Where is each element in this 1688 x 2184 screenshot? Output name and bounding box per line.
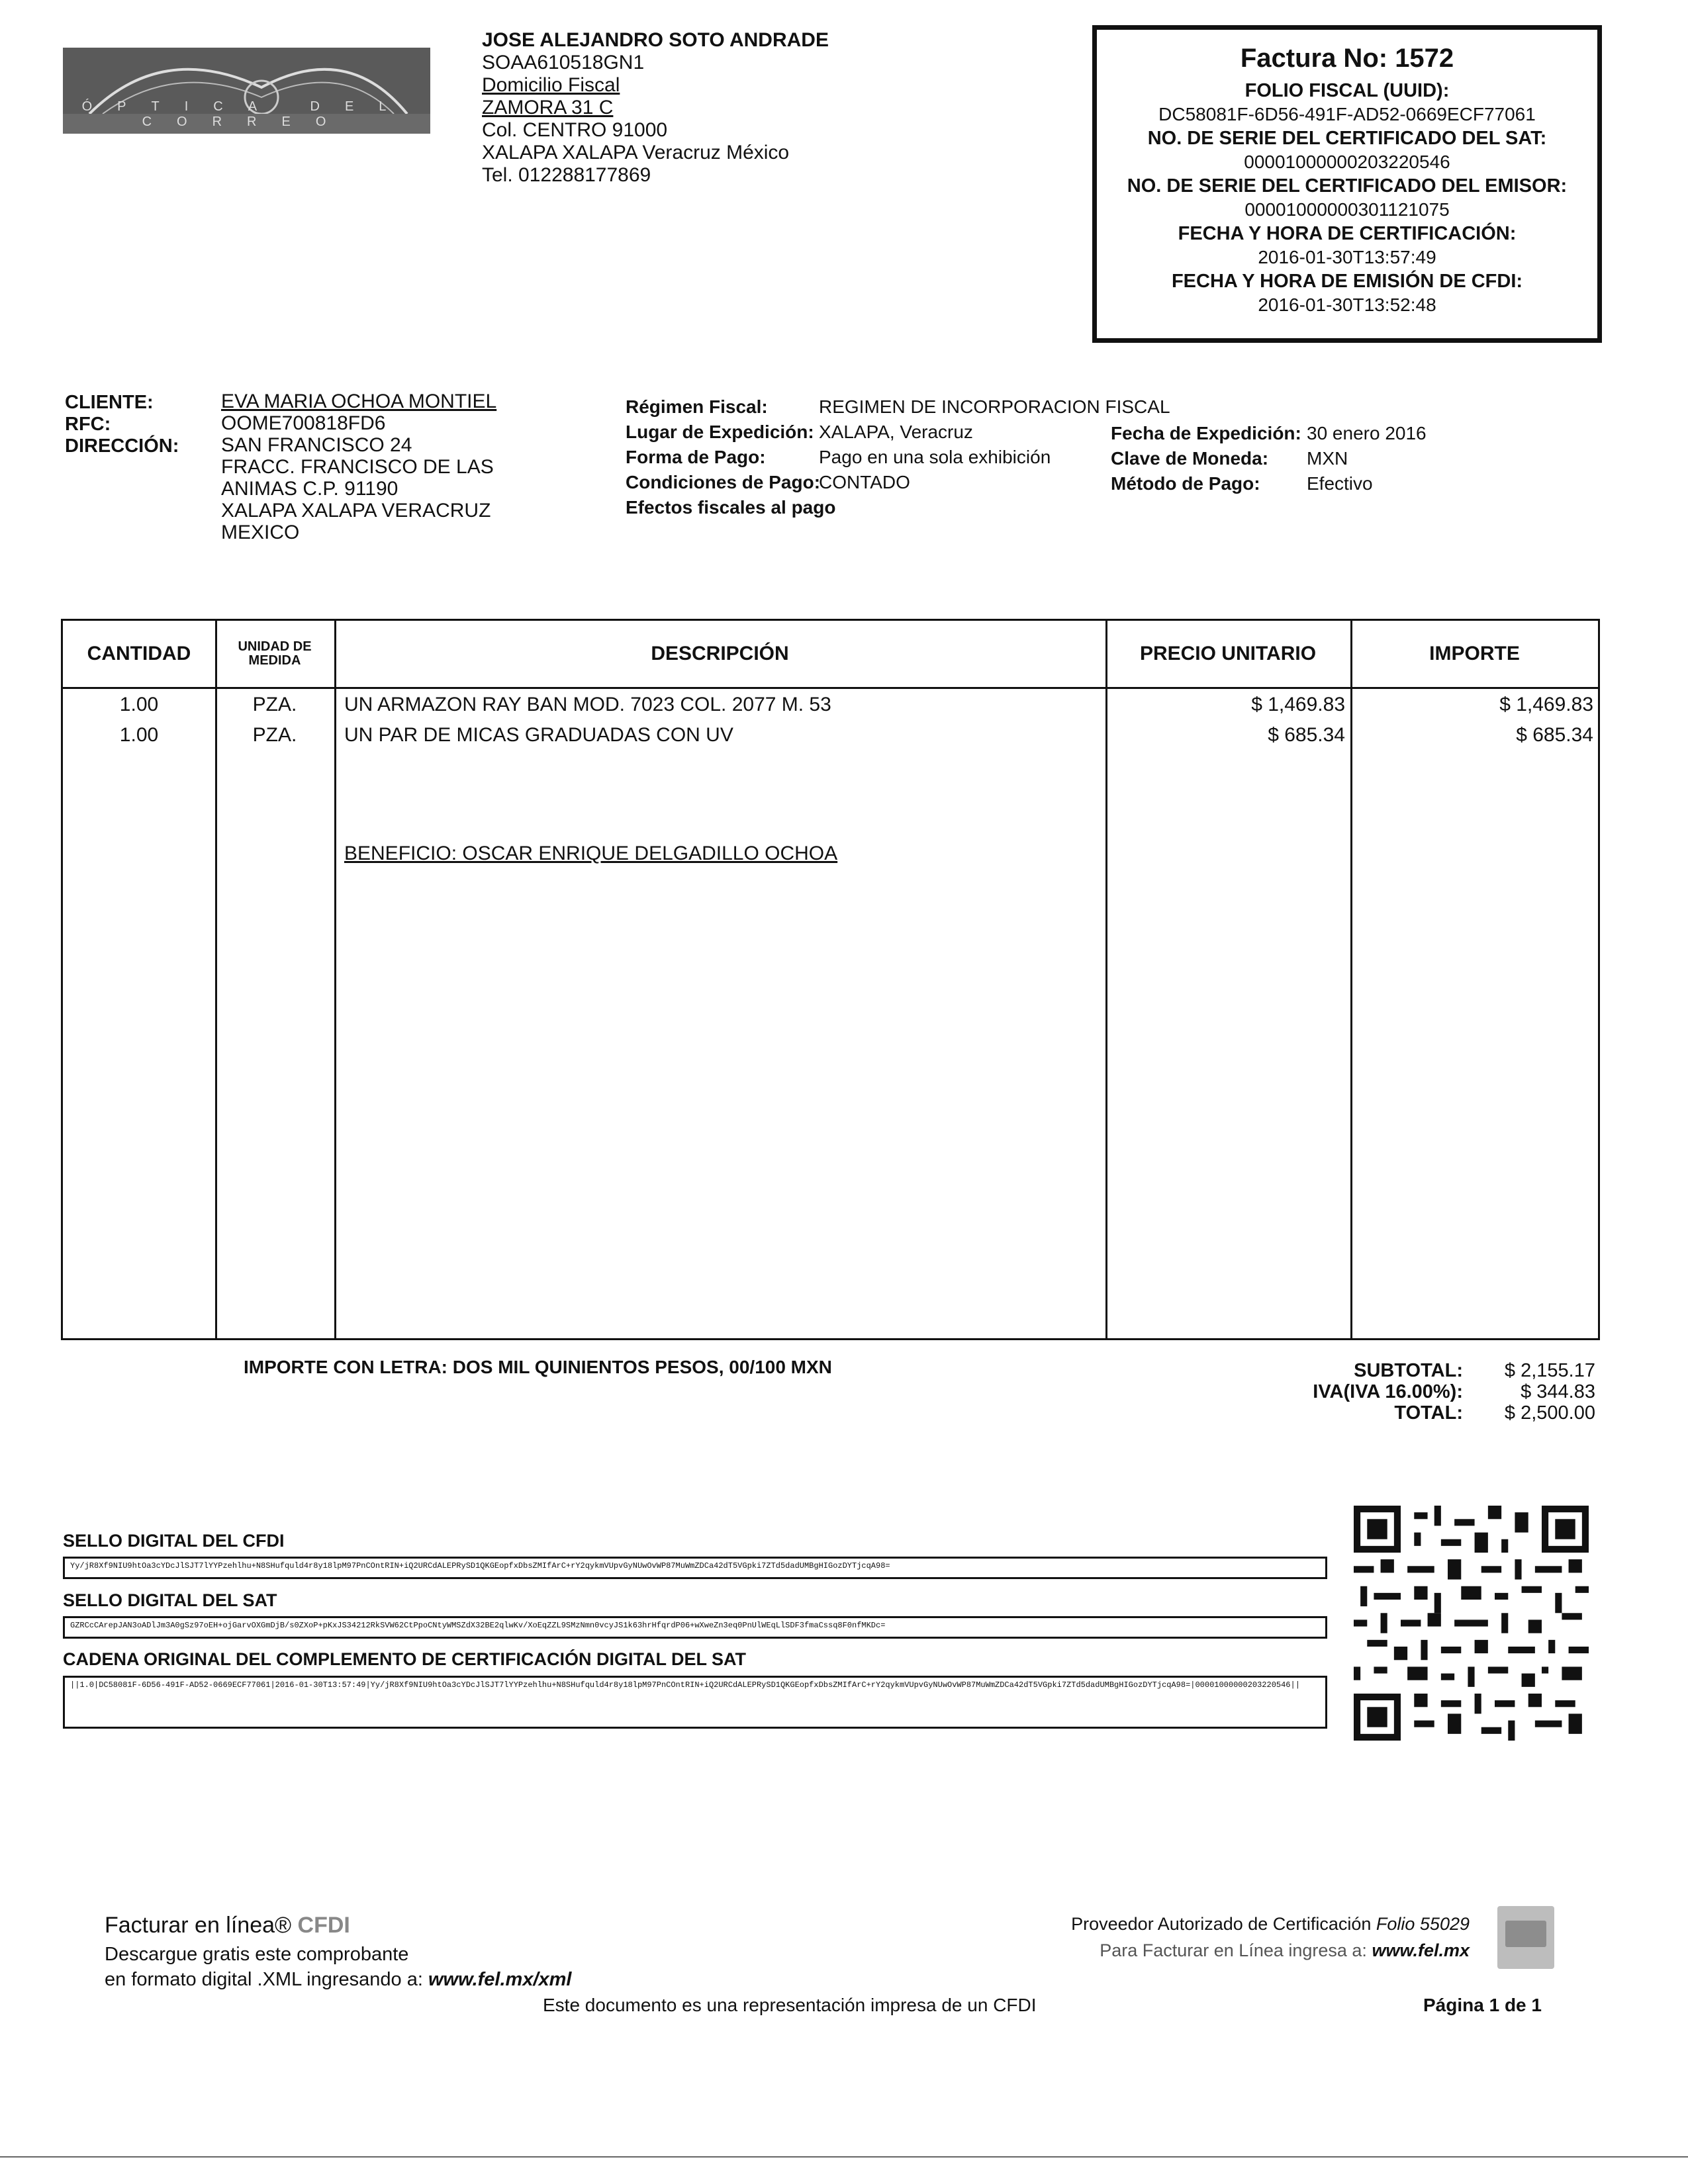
footer-brand xyxy=(105,1913,350,1938)
row-cantidad: 1.00 xyxy=(119,694,159,715)
subtotal-value: $ 2,155.17 xyxy=(1504,1360,1595,1381)
sello-cfdi-label: SELLO DIGITAL DEL CFDI xyxy=(63,1531,285,1551)
iva-value: $ 344.83 xyxy=(1521,1381,1595,1402)
sello-sat-label: SELLO DIGITAL DEL SAT xyxy=(63,1590,277,1610)
footer-xml-link[interactable]: www.fel.mx/xml xyxy=(428,1969,572,1990)
page-number: Página 1 de 1 xyxy=(1423,1995,1542,2015)
issuer-phone: Tel. 012288177869 xyxy=(482,164,651,186)
facturar-link[interactable]: www.fel.mx xyxy=(1372,1940,1470,1960)
issuer-name: JOSE ALEJANDRO SOTO ANDRADE xyxy=(482,29,829,51)
client-addr-3: ANIMAS C.P. 91190 xyxy=(221,478,399,500)
serie-emisor-value: 00001000000301121075 xyxy=(1244,199,1450,220)
forma-label: Forma de Pago: xyxy=(626,447,766,467)
optica-logo xyxy=(63,48,430,134)
beneficio-note: BENEFICIO: OSCAR ENRIQUE DELGADILLO OCHOA xyxy=(344,842,838,864)
totals-values xyxy=(1483,1360,1595,1424)
regimen-value: REGIMEN DE INCORPORACION FISCAL xyxy=(819,396,1170,417)
sello-sat-value: GZRCcCArepJAN3oADlJm3A0gSz97oEH+ojGarvOXGmDjB/s0ZXoP+pKxJS34212RkSVW62CtPpoCNtyWMSZdX32BE2qlwKv/XoEqZZL9SMzNmn0vcyJS1k63hrHfqrdP06+wXweZn3eq0PnUlWEqLlSDF3fmaCssq8F0nfMKDc= xyxy=(63,1616,1327,1639)
cadena-label: CADENA ORIGINAL DEL COMPLEMENTO DE CERTIFICACIÓN DIGITAL DEL SAT xyxy=(63,1649,747,1669)
forma-value: Pago en una sola exhibición xyxy=(819,447,1051,467)
serie-sat-value: 00001000000203220546 xyxy=(1244,152,1450,172)
rfc-label: RFC: xyxy=(65,414,111,435)
iva-label: IVA(IVA 16.00%): xyxy=(1313,1381,1463,1402)
logo-wordmark: ÓPTICA DEL CORREO xyxy=(81,99,412,129)
fecha-value: 30 enero 2016 xyxy=(1307,423,1427,443)
issuer-rfc: SOAA610518GN1 xyxy=(482,52,645,73)
condiciones-value: CONTADO xyxy=(819,472,910,492)
issuer-city: XALAPA XALAPA Veracruz México xyxy=(482,142,790,163)
efectos-note: Efectos fiscales al pago xyxy=(626,497,836,518)
certificacion-value: 2016-01-30T13:57:49 xyxy=(1258,247,1436,267)
representacion-note: Este documento es una representación impresa de un CFDI xyxy=(543,1995,1037,2015)
condiciones-label: Condiciones de Pago: xyxy=(626,472,821,492)
lugar-value: XALAPA, Veracruz xyxy=(819,422,973,442)
serie-sat-label: NO. DE SERIE DEL CERTIFICADO DEL SAT: xyxy=(1147,128,1547,149)
header-unidad-line2: MEDIDA xyxy=(248,653,301,668)
bottom-rule xyxy=(0,2156,1688,2158)
footer-line-2: en formato digital .XML ingresando a: xyxy=(105,1969,423,1990)
row-descripcion: UN PAR DE MICAS GRADUADAS CON UV xyxy=(344,724,733,746)
cliente-label: CLIENTE: xyxy=(65,392,154,413)
fiscal-details-right xyxy=(1111,421,1427,496)
client-addr-1: SAN FRANCISCO 24 xyxy=(221,434,412,456)
total-label: TOTAL: xyxy=(1394,1402,1463,1424)
client-labels xyxy=(65,392,179,457)
invoice-header-box xyxy=(1092,25,1602,343)
row-importe: $ 1,469.83 xyxy=(1499,694,1593,715)
qr-code xyxy=(1354,1506,1589,1741)
header-descripcion: DESCRIPCIÓN xyxy=(651,643,789,664)
header-unidad-line1: UNIDAD DE xyxy=(238,639,312,654)
certificacion-label: FECHA Y HORA DE CERTIFICACIÓN: xyxy=(1178,223,1517,244)
footer-download-note xyxy=(105,1942,571,1992)
fiscal-details xyxy=(626,394,1170,520)
invoice-number: Factura No: 1572 xyxy=(1240,44,1454,73)
client-addr-4: XALAPA XALAPA VERACRUZ xyxy=(221,500,491,522)
row-unidad: PZA. xyxy=(252,694,297,715)
issuer-colonia: Col. CENTRO 91000 xyxy=(482,119,668,141)
cadena-value: ||1.0|DC58081F-6D56-491F-AD52-0669ECF77061|2016-01-30T13:57:49|Yy/jR8Xf9NIU9htOa3cYDcJlSJT7lYYPzehlhu+N8SHufquld4r8y18lpM97PnCOntRIN+iQ2URCdALEPRySD1QKGEopfxDbsZMIfArC+rY2qykmVUpvGyNUwOvWP87MuWmZDCa42dT5VGpki7ZTd5dadUMBgHIGozDYTjcqA98=|00001000000203220546|| xyxy=(63,1676,1327,1729)
serie-emisor-label: NO. DE SERIE DEL CERTIFICADO DEL EMISOR: xyxy=(1127,175,1568,197)
issuer-domicilio-label: Domicilio Fiscal xyxy=(482,74,620,96)
proveedor-folio: Folio 55029 xyxy=(1376,1914,1470,1934)
client-addr-5: MEXICO xyxy=(221,522,300,543)
row-precio: $ 685.34 xyxy=(1268,724,1345,746)
certification-seal-icon xyxy=(1497,1906,1554,1969)
table-row xyxy=(63,724,1598,754)
items-table xyxy=(61,619,1600,1340)
emision-value: 2016-01-30T13:52:48 xyxy=(1258,295,1436,315)
facturar-text: Para Facturar en Línea ingresa a: xyxy=(1100,1940,1367,1960)
sello-cfdi-value: Yy/jR8Xf9NIU9htOa3cYDcJlSJT7lYYPzehlhu+N8SHufquld4r8y18lpM97PnCOntRIN+iQ2URCdALEPRySD1QKGEopfxDbsZMIfArC+rY2qykmVUpvGyNUwOvWP87MuWmZDCa42dT5VGpki7ZTd5dadUMBgHIGozDYTjcqA98= xyxy=(63,1557,1327,1579)
client-addr-2: FRACC. FRANCISCO DE LAS xyxy=(221,456,494,478)
metodo-label: Método de Pago: xyxy=(1111,473,1260,494)
emision-label: FECHA Y HORA DE EMISIÓN DE CFDI: xyxy=(1171,271,1523,292)
importe-letra xyxy=(244,1357,832,1378)
row-precio: $ 1,469.83 xyxy=(1251,694,1345,715)
subtotal-label: SUBTOTAL: xyxy=(1354,1360,1463,1381)
folio-label: FOLIO FISCAL (UUID): xyxy=(1244,80,1450,101)
direccion-label: DIRECCIÓN: xyxy=(65,435,179,457)
fecha-label: Fecha de Expedición: xyxy=(1111,423,1301,443)
letra-label: IMPORTE CON LETRA: xyxy=(244,1357,447,1377)
total-value: $ 2,500.00 xyxy=(1504,1402,1595,1424)
row-importe: $ 685.34 xyxy=(1516,724,1593,746)
header-unidad xyxy=(215,621,334,687)
lugar-label: Lugar de Expedición: xyxy=(626,422,814,442)
folio-value: DC58081F-6D56-491F-AD52-0669ECF77061 xyxy=(1158,104,1536,124)
proveedor-text: Proveedor Autorizado de Certificación xyxy=(1071,1914,1372,1934)
issuer-street: ZAMORA 31 C xyxy=(482,97,614,118)
issuer-info xyxy=(482,29,829,187)
footer-line-1: Descargue gratis este comprobante xyxy=(105,1944,409,1965)
proveedor-note xyxy=(927,1914,1470,1934)
client-rfc: OOME700818FD6 xyxy=(221,412,386,434)
metodo-value: Efectivo xyxy=(1307,473,1373,494)
moneda-value: MXN xyxy=(1307,448,1348,469)
footer-brand-cfdi: CFDI xyxy=(297,1913,350,1938)
table-row xyxy=(63,694,1598,724)
facturar-note xyxy=(927,1940,1470,1961)
regimen-label: Régimen Fiscal: xyxy=(626,396,768,417)
row-cantidad: 1.00 xyxy=(119,724,159,746)
row-unidad: PZA. xyxy=(252,724,297,746)
client-name: EVA MARIA OCHOA MONTIEL xyxy=(221,390,497,412)
client-values xyxy=(221,390,565,543)
letra-value: DOS MIL QUINIENTOS PESOS, 00/100 MXN xyxy=(452,1357,832,1377)
moneda-label: Clave de Moneda: xyxy=(1111,448,1269,469)
header-importe: IMPORTE xyxy=(1429,643,1520,664)
row-descripcion: UN ARMAZON RAY BAN MOD. 7023 COL. 2077 M. 53 xyxy=(344,694,831,715)
header-cantidad: CANTIDAD xyxy=(87,643,191,664)
header-precio: PRECIO UNITARIO xyxy=(1139,643,1317,664)
footer-brand-name: Facturar en línea® xyxy=(105,1913,292,1938)
totals-labels xyxy=(1218,1360,1463,1424)
table-header xyxy=(63,621,1598,689)
